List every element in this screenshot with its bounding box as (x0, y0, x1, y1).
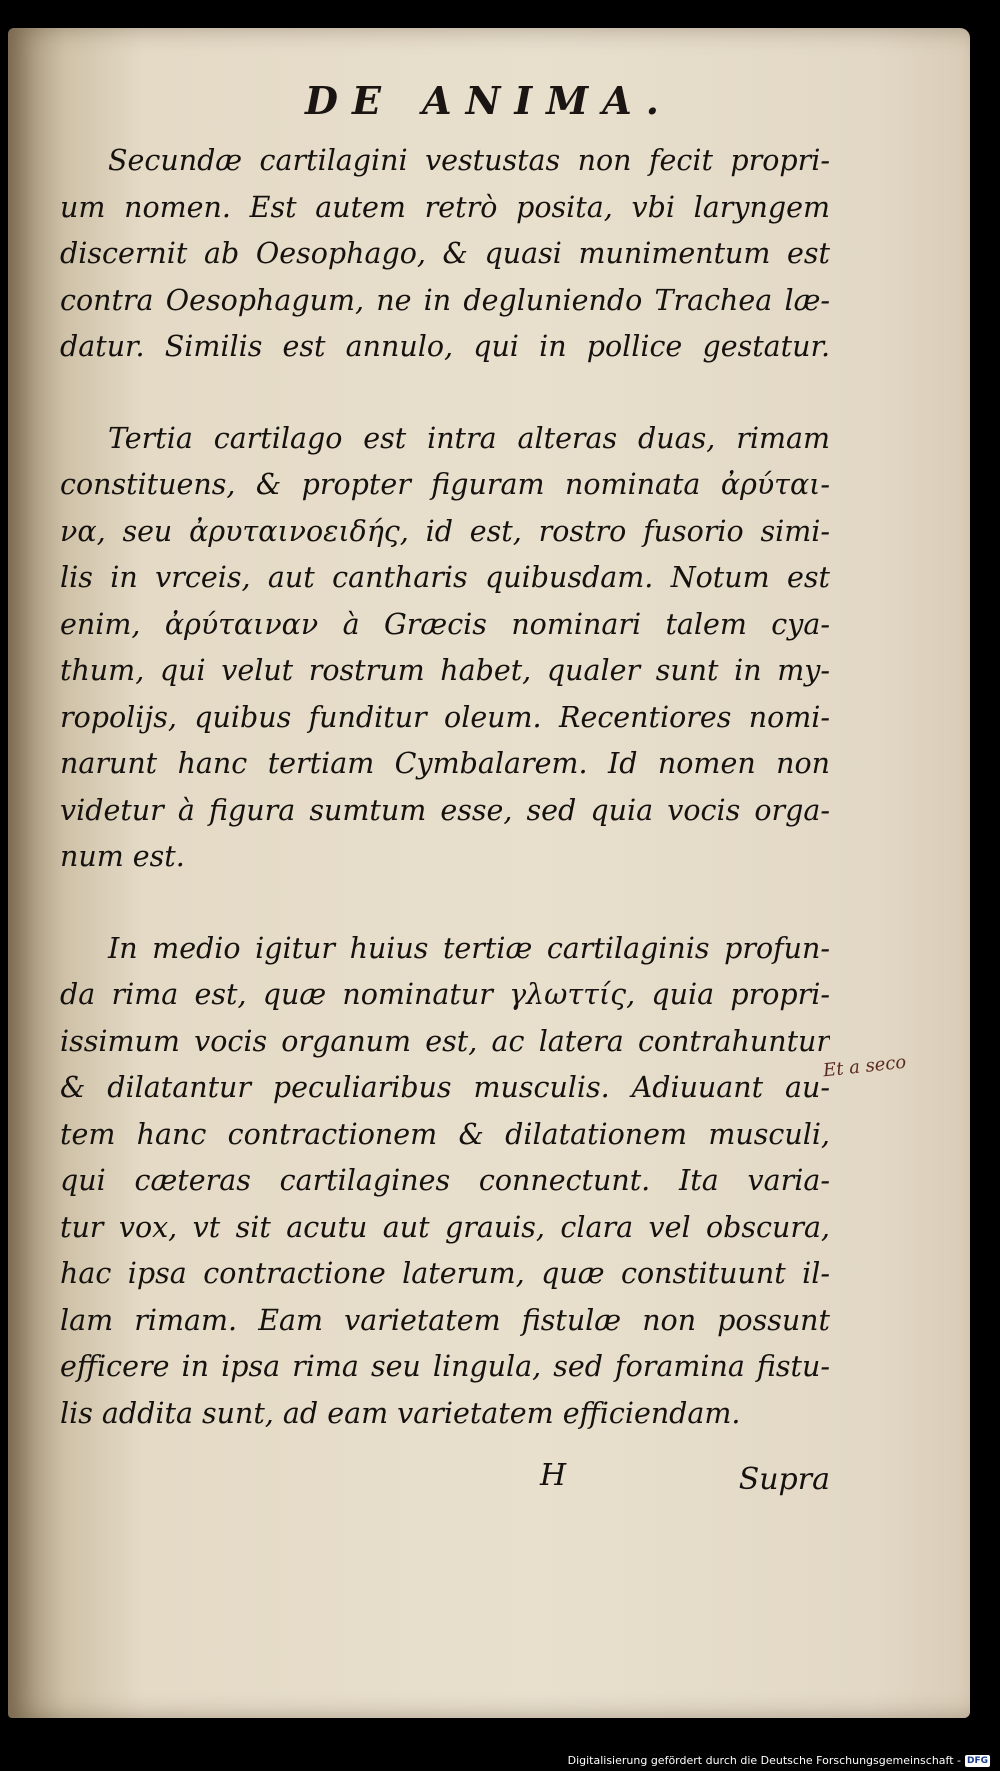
text-line: da rima est, quæ nominatur γλωττίς, quia propri- (60, 978, 830, 1011)
text-line: tur vox, vt sit acutu aut grauis, clara vel obscura, (60, 1210, 830, 1244)
main-text (60, 138, 830, 1482)
text-line: lis in vrceis, aut cantharis quibusdam. Notum est (60, 561, 830, 594)
paragraph-2 (60, 416, 830, 881)
text-line: datur. Similis est annulo, qui in pollice gestatur. (60, 330, 830, 363)
text-line: να, seu ἀρυταινοειδής, id est, rostro fusorio simi- (60, 514, 830, 548)
catchline (60, 1458, 830, 1506)
text-line: & dilatantur peculiaribus musculis. Adiuuant au- (60, 1071, 830, 1104)
text-line: Tertia cartilago est intra alteras duas, rimam (108, 421, 830, 455)
text-line: um nomen. Est autem retrò posita, vbi laryngem (60, 190, 830, 224)
text-line: thum, qui velut rostrum habet, qualer sunt in my- (60, 654, 830, 687)
signature-mark: H (540, 1458, 567, 1493)
text-line: enim, ἀρύταιναν à Græcis nominari talem cya- (60, 607, 830, 641)
text-line: lis addita sunt, ad eam varietatem efficiendam. (60, 1396, 741, 1430)
text-line: constituens, & propter figuram nominata ἀρύται- (60, 468, 830, 501)
paragraph-3 (60, 926, 830, 1438)
text-line: ropolijs, quibus funditur oleum. Recentiores nomi- (60, 700, 830, 734)
footer-text: Digitalisierung gefördert durch die Deutsche Forschungsgemeinschaft - (567, 1754, 961, 1767)
text-line: issimum vocis organum est, ac latera contrahuntur (60, 1024, 830, 1058)
text-line: contra Oesophagum, ne in degluniendo Trachea læ- (60, 283, 830, 317)
paragraph-1 (60, 138, 830, 371)
text-line: In medio igitur huius tertiæ cartilaginis profun- (108, 931, 830, 965)
text-line: num est. (60, 840, 185, 873)
text-line: efficere in ipsa rima seu lingula, sed foramina fistu- (60, 1350, 830, 1383)
text-line: tem hanc contractionem & dilatationem musculi, (60, 1117, 830, 1151)
digitization-footer (568, 1754, 990, 1767)
text-line: lam rimam. Eam varietatem fistulæ non possunt (60, 1303, 830, 1337)
text-line: narunt hanc tertiam Cymbalarem. Id nomen non (60, 747, 830, 780)
running-head: DE ANIMA. (305, 78, 673, 123)
text-line: hac ipsa contractione laterum, quæ constituunt il- (60, 1257, 830, 1290)
catchword: Supra (738, 1462, 830, 1497)
text-line: discernit ab Oesophago, & quasi munimentum est (60, 237, 830, 270)
book-page (8, 28, 970, 1718)
marginal-note: Et a seco (822, 1051, 908, 1082)
text-line: qui cæteras cartilagines connectunt. Ita varia- (60, 1164, 830, 1197)
text-line: videtur à figura sumtum esse, sed quia vocis orga- (60, 793, 830, 827)
text-line: Secundæ cartilagini vestustas non fecit propri- (108, 144, 830, 177)
dfg-logo-icon: DFG (966, 1755, 988, 1766)
